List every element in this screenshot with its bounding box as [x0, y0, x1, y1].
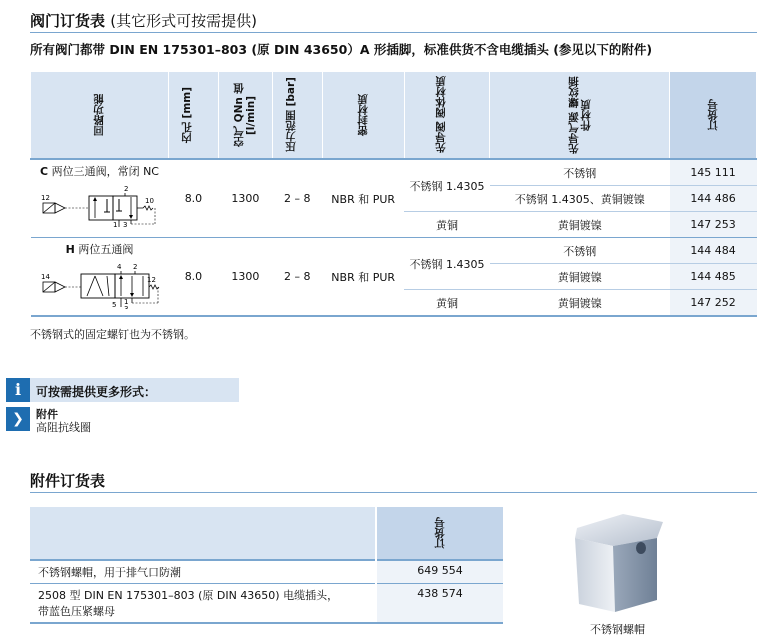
- table-row: [30, 560, 503, 584]
- table-row: [31, 159, 757, 186]
- order-number-cell: 144 486: [670, 186, 757, 212]
- svg-text:5: 5: [111, 301, 117, 309]
- svg-text:12: 12: [40, 194, 50, 202]
- insert-material-cell: 黄铜镀镍: [490, 290, 670, 317]
- accessory-order-cell: 438 574: [376, 584, 503, 624]
- title-rule: [30, 32, 757, 33]
- bore-cell: 8.0: [168, 159, 218, 238]
- image-caption: 不锈钢螺帽: [590, 623, 645, 636]
- body-material-cell: 黄铜: [404, 212, 490, 238]
- order-number-cell: 147 253: [670, 212, 757, 238]
- svg-text:2: 2: [123, 185, 129, 193]
- svg-text:3: 3: [122, 221, 128, 229]
- accessory-link-title[interactable]: 附件: [36, 408, 58, 421]
- header-pilot-body: 先导阀 阀体材质: [404, 72, 490, 159]
- svg-text:1: 1: [123, 298, 129, 306]
- accessory-header-order: 订货号: [376, 507, 503, 560]
- accessory-order-table: [30, 507, 503, 624]
- insert-material-cell: 黄铜镀镍: [490, 264, 670, 290]
- svg-text:2: 2: [132, 263, 138, 271]
- flow-cell: 1300: [218, 238, 272, 317]
- header-function: 回路功能: [31, 72, 169, 159]
- page-title: [30, 10, 257, 31]
- flow-cell: 1300: [218, 159, 272, 238]
- accessory-desc-cell: 不锈钢螺帽，用于排气口防潮: [30, 560, 376, 584]
- svg-text:10: 10: [144, 197, 154, 205]
- function-cell-c: C 两位三通阀，常闭 NC 12 10 2 1 3: [31, 159, 169, 238]
- table-row: [30, 584, 503, 624]
- order-number-cell: 147 252: [670, 290, 757, 317]
- header-air-flow: 空气 QNn 值 [l/min]: [218, 72, 272, 159]
- seal-cell: NBR 和 PUR: [322, 238, 404, 317]
- header-pressure: 压力范围 [bar]: [272, 72, 322, 159]
- stainless-nut-image: [565, 508, 680, 618]
- body-material-cell: 黄铜: [404, 290, 490, 317]
- footnote: 不锈钢式的固定螺钉也为不锈钢。: [30, 328, 195, 341]
- insert-material-cell: 不锈钢 1.4305、黄铜镀镍: [490, 186, 670, 212]
- bore-cell: 8.0: [168, 238, 218, 317]
- accessory-desc-cell: 2508 型 DIN EN 175301–803 (原 DIN 43650) 电缆插头， 带蓝色压紧螺母: [30, 584, 376, 624]
- insert-material-cell: 不锈钢: [490, 238, 670, 264]
- chevron-right-icon[interactable]: ❯: [6, 407, 30, 431]
- order-number-cell: 144 485: [670, 264, 757, 290]
- svg-text:3: 3: [123, 305, 129, 309]
- function-cell-h: H 两位五通阀 14 12 4 2 5 1 3: [31, 238, 169, 317]
- seal-cell: NBR 和 PUR: [322, 159, 404, 238]
- insert-material-cell: 黄铜镀镍: [490, 212, 670, 238]
- accessory-header-desc: [30, 507, 376, 560]
- accessory-section-title: 附件订货表: [30, 472, 106, 490]
- insert-material-cell: 不锈钢: [490, 159, 670, 186]
- header-pilot-air: 先导气源 螺纹插件材质: [490, 72, 670, 159]
- svg-text:4: 4: [116, 263, 122, 271]
- svg-text:1: 1: [112, 221, 118, 229]
- info-text: 可按需提供更多形式：: [36, 385, 157, 399]
- valve-order-table: [30, 72, 757, 317]
- order-number-cell: 145 111: [670, 159, 757, 186]
- accessory-link-sub: 高阻抗线圈: [36, 421, 91, 434]
- intro-text: 所有阀门都带 DIN EN 175301–803 (原 DIN 43650）A 形插脚，标准供货不含电缆插头 (参见以下的附件): [30, 42, 653, 57]
- title-main: 阀门订货表: [30, 12, 106, 30]
- accessory-order-cell: 649 554: [376, 560, 503, 584]
- body-material-cell: 不锈钢 1.4305: [404, 238, 490, 290]
- info-icon: i: [6, 378, 30, 402]
- svg-text:12: 12: [146, 276, 156, 284]
- table-row: [31, 238, 757, 264]
- body-material-cell: 不锈钢 1.4305: [404, 159, 490, 212]
- valve-symbol-5-2: [37, 257, 162, 309]
- svg-text:14: 14: [40, 273, 50, 281]
- pressure-cell: 2 – 8: [272, 238, 322, 317]
- header-bore: 内孔 [mm]: [168, 72, 218, 159]
- header-seal: 密封材质: [322, 72, 404, 159]
- pressure-cell: 2 – 8: [272, 159, 322, 238]
- header-order: 订货号: [670, 72, 757, 159]
- accessory-rule: [30, 492, 757, 493]
- order-number-cell: 144 484: [670, 238, 757, 264]
- valve-symbol-3-2: [37, 179, 162, 229]
- title-sub: (其它形式可按需提供): [110, 12, 257, 30]
